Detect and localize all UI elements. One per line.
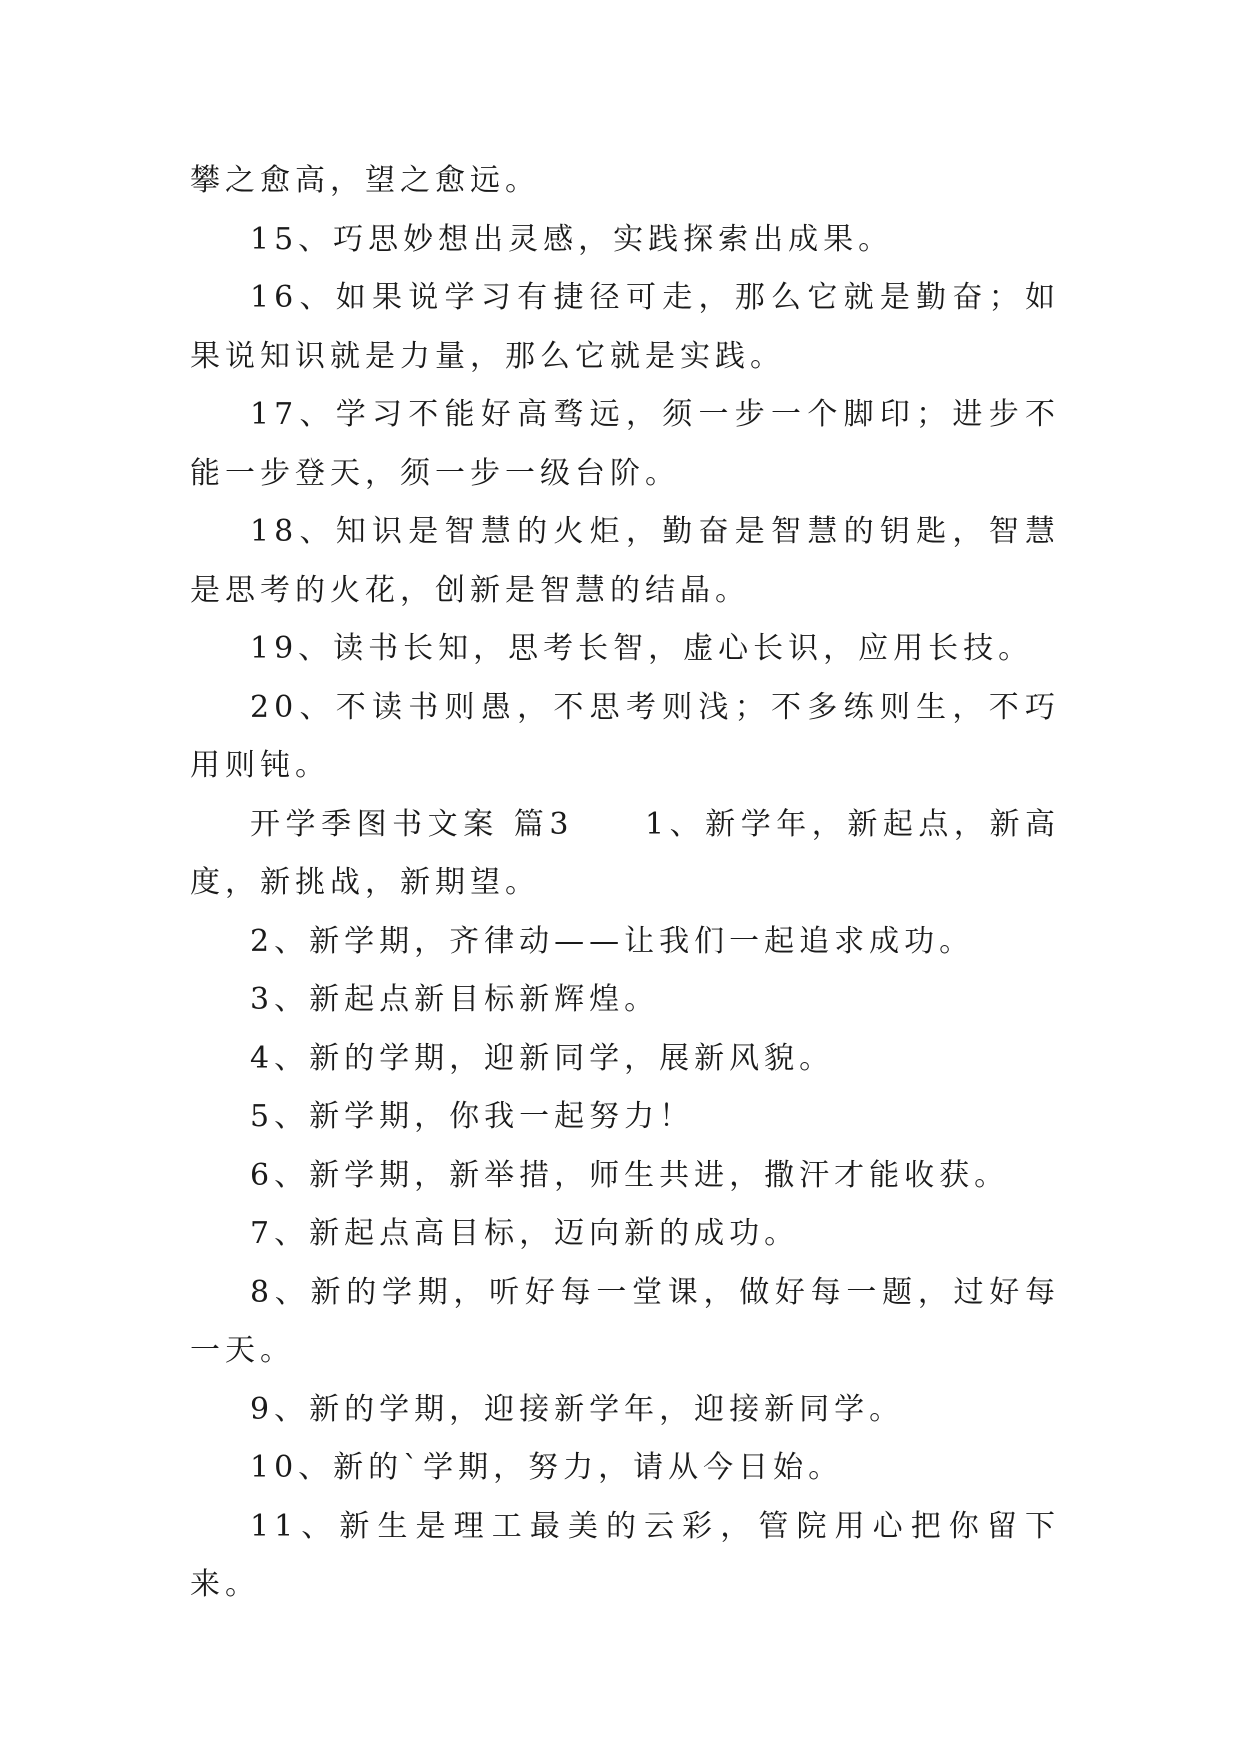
paragraph: 15、巧思妙想出灵感，实践探索出成果。 (250, 221, 894, 257)
section-heading-paragraph: 开学季图书文案 篇3 1、新学年，新起点，新高度，新挑战，新期望。 (190, 806, 1060, 900)
paragraph: 4、新的学期，迎新同学，展新风貌。 (250, 1040, 835, 1076)
paragraph: 7、新起点高目标，迈向新的成功。 (250, 1216, 800, 1251)
paragraph: 18、知识是智慧的火炬，勤奋是智慧的钥匙，智慧是思考的火花，创新是智慧的结晶。 (190, 514, 1060, 608)
paragraph: 20、不读书则愚，不思考则浅；不多练则生，不巧用则钝。 (190, 689, 1060, 783)
paragraph: 10、新的`学期，努力，请从今日始。 (250, 1450, 844, 1485)
paragraph: 攀之愈高，望之愈远。 (190, 163, 540, 198)
paragraph: 6、新学期，新举措，师生共进，撒汗才能收获。 (250, 1157, 1010, 1193)
paragraph: 2、新学期，齐律动——让我们一起追求成功。 (250, 923, 975, 959)
document-body (190, 152, 1060, 1615)
paragraph: 17、学习不能好高骛远，须一步一个脚印；进步不能一步登天，须一步一级台阶。 (190, 397, 1060, 491)
paragraph: 8、新的学期，听好每一堂课，做好每一题，过好每一天。 (190, 1274, 1060, 1368)
paragraph: 16、如果说学习有捷径可走，那么它就是勤奋；如果说知识就是力量，那么它就是实践。 (190, 280, 1060, 374)
paragraph: 3、新起点新目标新辉煌。 (250, 982, 660, 1017)
paragraph: 9、新的学期，迎接新学年，迎接新同学。 (250, 1391, 905, 1427)
paragraph: 19、读书长知，思考长智，虚心长识，应用长技。 (250, 631, 1034, 666)
paragraph: 11、新生是理工最美的云彩，管院用心把你留下来。 (190, 1508, 1060, 1602)
paragraph: 5、新学期，你我一起努力！ (250, 1099, 695, 1134)
